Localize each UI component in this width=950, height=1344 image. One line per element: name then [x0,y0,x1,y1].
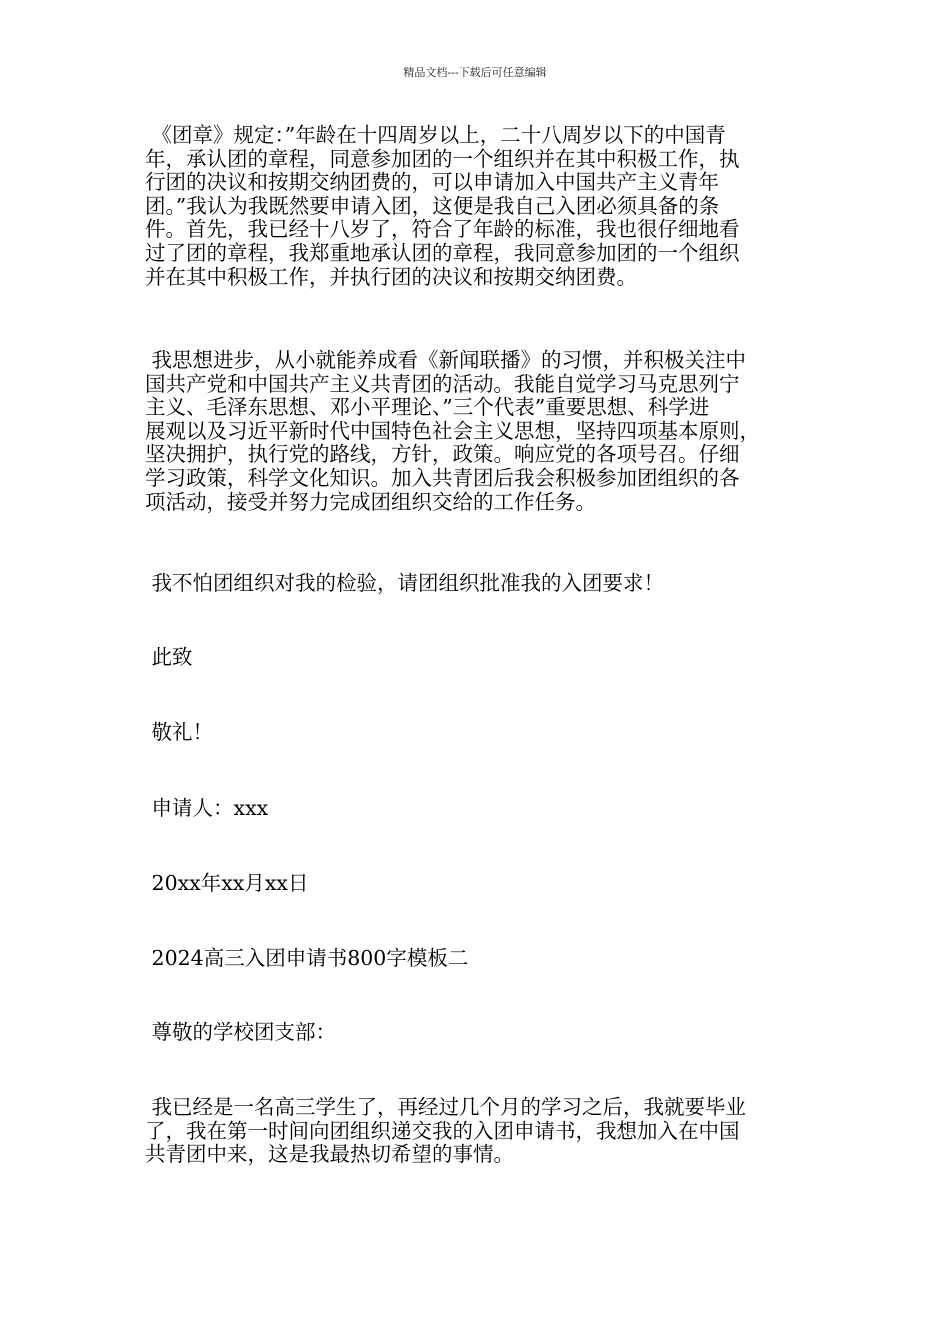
paragraph-request: 我不怕团组织对我的检验，请团组织批准我的入团要求！ [145,571,665,595]
paragraph-ideological-progress: 我思想进步，从小就能养成看《新闻联播》的习惯，并积极关注中 国共产党和中国共产主义共青团的活动。我能自觉学习马克思列宁 主义、毛泽东思想、邓小平理论、”三个代表”重要思想、科学进 展观以及习近平新时代中国特色社会主义思想，坚持四项基本原则， 坚决拥护，执行党的路线，方针，政策。响应党的各项号召。仔细 学习政策，科学文化知识。加入共青团后我会积极参加团组织的各 项活动，接受并努力完成团组织交给的工作任务。 [145,348,760,514]
closing-regards: 敬礼！ [145,720,214,744]
date-line: 20xx年xx月xx日 [145,871,309,895]
paragraph-membership-requirements: 《团章》规定：”年龄在十四周岁以上，二十八周岁以下的中国青 年，承认团的章程，同意参加团的一个组织并在其中积极工作，执 行团的决议和按期交纳团费的，可以申请加入中国共产主义青年 团。”我认为我既然要申请入团，这便是我自己入团必须具备的条 件。首先，我已经十八岁了，符合了年龄的标准，我也很仔细地看 过了团的章程，我郑重地承认团的章程，我同意参加团的一个组织 并在其中积极工作，并执行团的决议和按期交纳团费。 [145,123,740,289]
page-header: 精品文档---下载后可任意编辑 [403,66,547,79]
closing-salutation: 此致 [145,645,193,669]
section-title: 2024高三入团申请书800字模板二 [145,946,469,970]
paragraph-senior-student: 我已经是一名高三学生了，再经过几个月的学习之后，我就要毕业 了，我在第一时间向团组织递交我的入团申请书，我想加入在中国 共青团中来，这是我最热切希望的事情。 [145,1095,747,1167]
greeting-line: 尊敬的学校团支部： [145,1020,337,1044]
applicant-line: 申请人：xxx [145,796,269,820]
